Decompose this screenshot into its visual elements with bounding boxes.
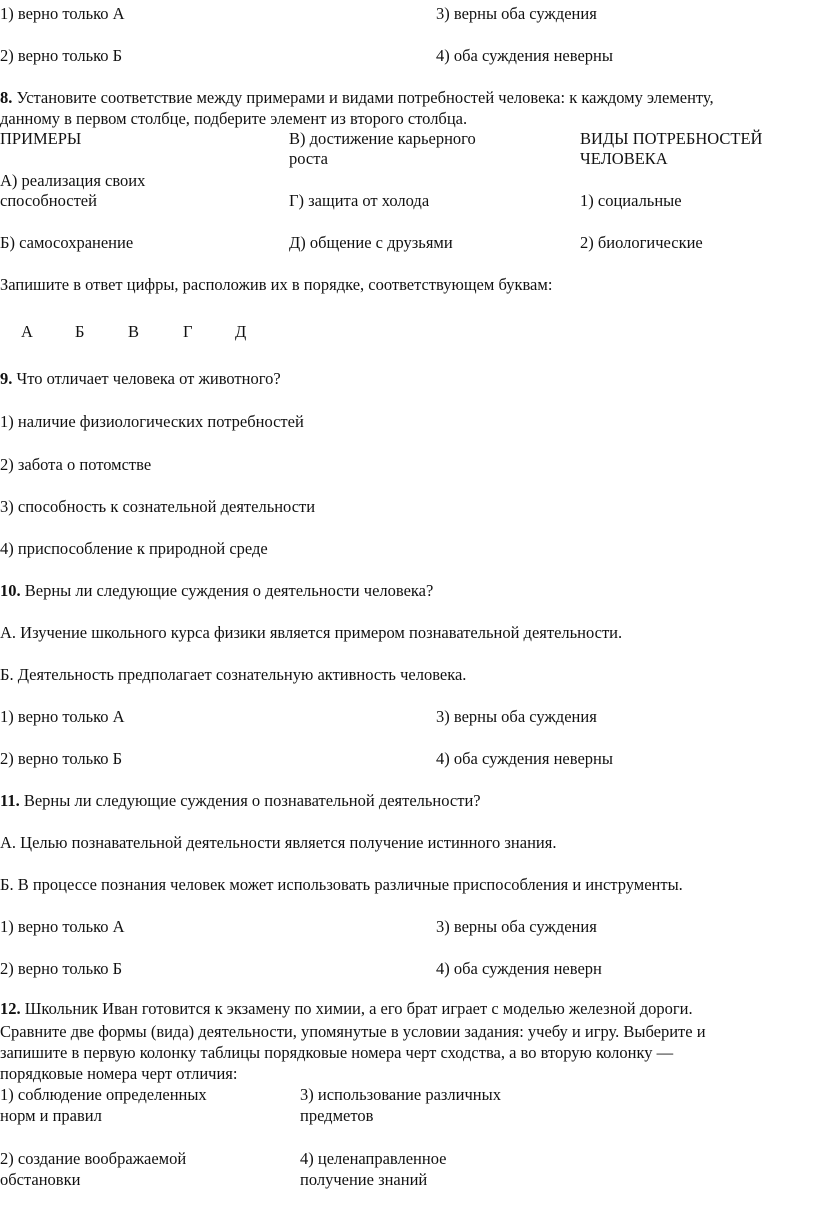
q12-text-line2: Сравните две формы (вида) деятельности, упомянутые в условии задания: учебу и игру. Выберите и	[0, 1022, 706, 1041]
q8-type-1: 1) социальные	[580, 191, 682, 210]
q11-statement-a: А. Целью познавательной деятельности является получение истинного знания.	[0, 833, 557, 852]
q10-option-1: 1) верно только А	[0, 707, 125, 726]
q7-option-3: 3) верны оба суждения	[436, 4, 597, 23]
q10-option-4: 4) оба суждения неверны	[436, 749, 613, 768]
q8-answer-prompt: Запишите в ответ цифры, расположив их в порядке, соответствующем буквам:	[0, 275, 553, 294]
q8-item-d: Д) общение с друзьями	[289, 233, 453, 252]
q12-feature-3-line2: предметов	[300, 1106, 374, 1125]
q10-option-2: 2) верно только Б	[0, 749, 123, 768]
q9-option-3: 3) способность к сознательной деятельности	[0, 497, 316, 516]
q10-text: Верны ли следующие суждения о деятельности человека?	[20, 581, 434, 600]
q8-item-v-line2: роста	[289, 149, 328, 168]
q11-option-2: 2) верно только Б	[0, 959, 123, 978]
q10-statement-b: Б. Деятельность предполагает сознательную активность человека.	[0, 665, 467, 684]
q10-statement-a: А. Изучение школьного курса физики является примером познавательной деятельности.	[0, 623, 623, 642]
q10-question	[0, 581, 433, 601]
q8-item-a-line1: А) реализация своих	[0, 171, 146, 190]
q11-question	[0, 791, 481, 811]
q8-type-2: 2) биологические	[580, 233, 703, 252]
q11-statement-b: Б. В процессе познания человек может использовать различные приспособления и инструменты.	[0, 875, 683, 894]
q11-option-4: 4) оба суждения неверн	[436, 959, 602, 978]
q8-letter-b: Б	[75, 322, 85, 341]
q12-feature-3-line1: 3) использование различных	[300, 1085, 501, 1104]
q8-letter-g: Г	[183, 322, 193, 341]
q8-text: Установите соответствие между примерами и видами потребностей человека: к каждому элементу,	[12, 88, 714, 107]
q9-number: 9.	[0, 369, 13, 388]
q12-text-line1	[0, 999, 693, 1019]
q12-feature-2-line2: обстановки	[0, 1170, 81, 1189]
q12-feature-1-line2: норм и правил	[0, 1106, 102, 1125]
q8-text-line2: данному в первом столбце, подберите элемент из второго столбца.	[0, 109, 468, 128]
q12-feature-2-line1: 2) создание воображаемой	[0, 1149, 187, 1168]
q7-option-1: 1) верно только А	[0, 4, 125, 23]
q12-number: 12.	[0, 999, 21, 1018]
q10-number: 10.	[0, 581, 21, 600]
q8-examples-header: ПРИМЕРЫ	[0, 129, 82, 148]
q8-number: 8.	[0, 88, 13, 107]
q8-types-header-line1: ВИДЫ ПОТРЕБНОСТЕЙ	[580, 129, 763, 148]
q8-text-line1	[0, 88, 714, 108]
q10-option-3: 3) верны оба суждения	[436, 707, 597, 726]
q9-question	[0, 369, 281, 389]
q9-option-2: 2) забота о потомстве	[0, 455, 152, 474]
q12-text-line3: запишите в первую колонку таблицы порядковые номера черт сходства, а во вторую колонку —	[0, 1043, 674, 1062]
q12-text: Школьник Иван готовится к экзамену по химии, а его брат играет с моделью железной дороги.	[20, 999, 693, 1018]
q8-letter-v: В	[128, 322, 140, 341]
q12-feature-4-line1: 4) целенаправленное	[300, 1149, 447, 1168]
q7-option-4: 4) оба суждения неверны	[436, 46, 613, 65]
q8-item-b: Б) самосохранение	[0, 233, 134, 252]
q11-option-1: 1) верно только А	[0, 917, 125, 936]
q8-item-g: Г) защита от холода	[289, 191, 430, 210]
q12-feature-1-line1: 1) соблюдение определенных	[0, 1085, 207, 1104]
q8-types-header-line2: ЧЕЛОВЕКА	[580, 149, 668, 168]
q8-item-v-line1: В) достижение карьерного	[289, 129, 476, 148]
q11-number: 11.	[0, 791, 20, 810]
q8-letter-d: Д	[235, 322, 247, 341]
q8-item-a-line2: способностей	[0, 191, 97, 210]
q12-feature-4-line2: получение знаний	[300, 1170, 428, 1189]
q9-option-1: 1) наличие физиологических потребностей	[0, 412, 304, 431]
q7-option-2: 2) верно только Б	[0, 46, 123, 65]
q12-text-line4: порядковые номера черт отличия:	[0, 1064, 238, 1083]
q9-text: Что отличает человека от животного?	[12, 369, 281, 388]
q11-text: Верны ли следующие суждения о познавательной деятельности?	[19, 791, 481, 810]
q9-option-4: 4) приспособление к природной среде	[0, 539, 268, 558]
q8-letter-a: А	[21, 322, 33, 341]
q11-option-3: 3) верны оба суждения	[436, 917, 597, 936]
